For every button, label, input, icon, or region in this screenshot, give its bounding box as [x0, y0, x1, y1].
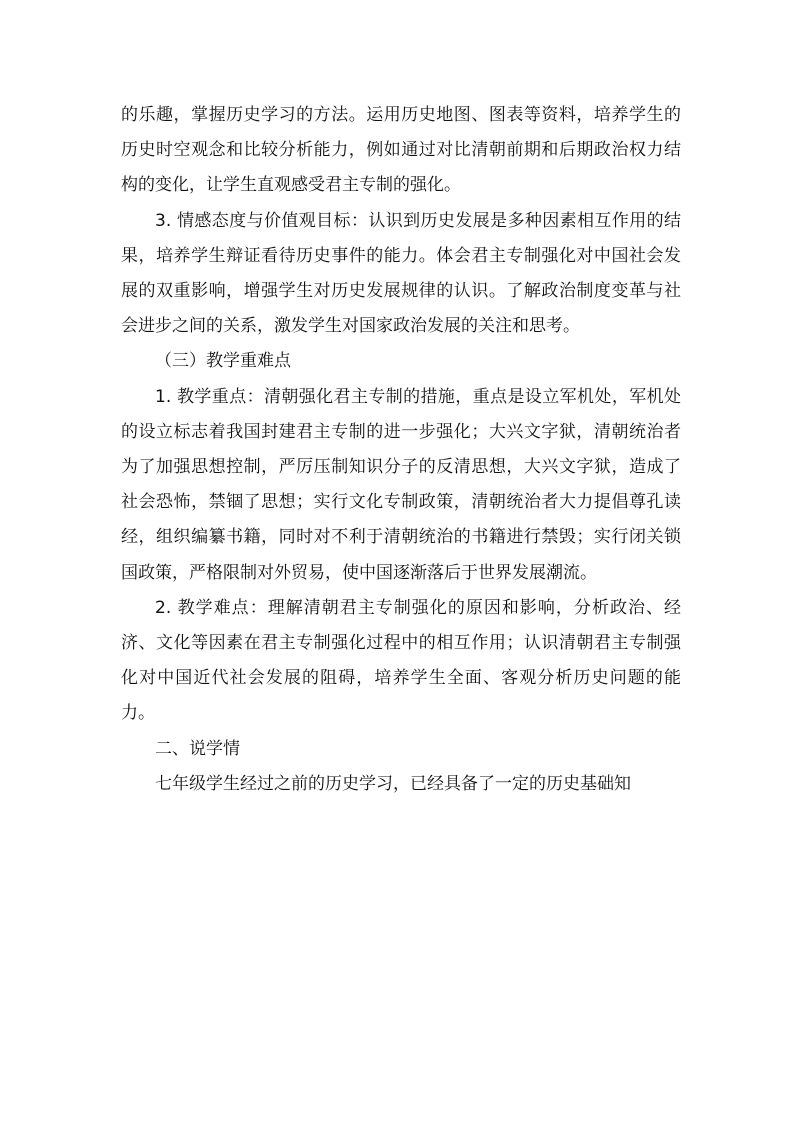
- paragraph-emotion-value-goal: 3. 情感态度与价值观目标：认识到历史发展是多种因素相互作用的结果，培养学生辩证看待历史事件的能力。体会君主专制强化对中国社会发展的双重影响，增强学生对历史发展规律的认识。了解政治制度变革与社会进步之间的关系，激发学生对国家政治发展的关注和思考。: [121, 210, 681, 337]
- document-body: [121, 98, 681, 802]
- section-heading-key-difficult-points: （三）教学重难点: [155, 351, 291, 372]
- paragraph-skills-goal-continued: 的乐趣，掌握历史学习的方法。运用历史地图、图表等资料，培养学生的历史时空观念和比较分析能力，例如通过对比清朝前期和后期政治权力结构的变化，让学生直观感受君主专制的强化。: [121, 105, 681, 196]
- paragraph-teaching-difficulty: 2. 教学难点：理解清朝君主专制强化的原因和影响，分析政治、经济、文化等因素在君主专制强化过程中的相互作用；认识清朝君主专制强化对中国近代社会发展的阻碍，培养学生全面、客观分析历史问题的能力。: [121, 597, 681, 724]
- section-heading-student-analysis: 二、说学情: [155, 738, 240, 759]
- paragraph-teaching-focus: 1. 教学重点：清朝强化君主专制的措施，重点是设立军机处，军机处的设立标志着我国封建君主专制的进一步强化；大兴文字狱，清朝统治者为了加强思想控制，严厉压制知识分子的反清思想，大兴文字狱，造成了社会恐怖，禁锢了思想；实行文化专制政策，清朝统治者大力提倡尊孔读经，组织编纂书籍，同时对不利于清朝统治的书籍进行禁毁；实行闭关锁国政策，严格限制对外贸易，使中国逐渐落后于世界发展潮流。: [121, 386, 681, 583]
- paragraph-student-analysis: 七年级学生经过之前的历史学习，已经具备了一定的历史基础知: [155, 773, 631, 794]
